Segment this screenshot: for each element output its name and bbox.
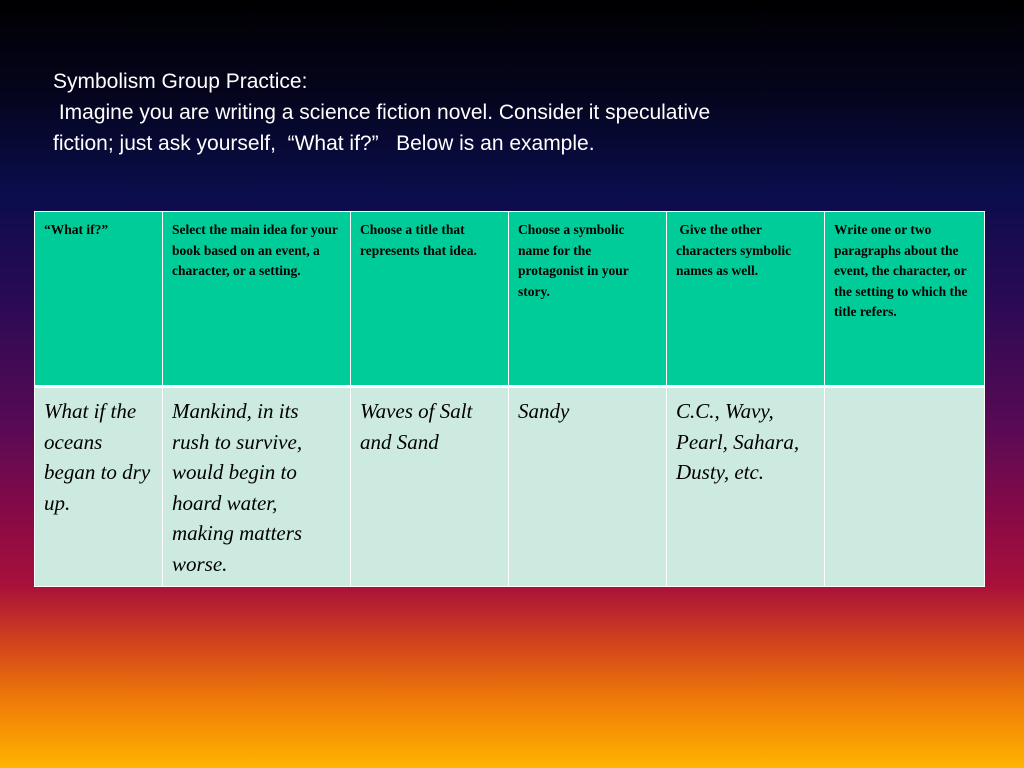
header-what-if: “What if?” — [35, 212, 163, 387]
instructions-line-1: Imagine you are writing a science fiction novel. Consider it speculative — [53, 101, 711, 124]
instructions-line-2: fiction; just ask yourself, “What if?” Below is an example. — [53, 132, 595, 155]
cell-main-idea: Mankind, in its rush to survive, would begin to hoard water, making matters worse. — [163, 387, 351, 587]
instructions-text — [53, 66, 953, 159]
header-other-characters: Give the other characters symbolic names as well. — [667, 212, 825, 387]
table-header-row — [35, 212, 985, 387]
practice-table — [34, 211, 985, 587]
header-paragraphs: Write one or two paragraphs about the event, the character, or the setting to which the title refers. — [825, 212, 985, 387]
cell-paragraphs — [825, 387, 985, 587]
header-protagonist-name: Choose a symbolic name for the protagonist in your story. — [509, 212, 667, 387]
cell-protagonist-name: Sandy — [509, 387, 667, 587]
cell-other-characters: C.C., Wavy, Pearl, Sahara, Dusty, etc. — [667, 387, 825, 587]
cell-title: Waves of Salt and Sand — [351, 387, 509, 587]
header-title: Choose a title that represents that idea. — [351, 212, 509, 387]
cell-what-if: What if the oceans began to dry up. — [35, 387, 163, 587]
header-main-idea: Select the main idea for your book based on an event, a character, or a setting. — [163, 212, 351, 387]
slide-title: Symbolism Group Practice: — [53, 70, 308, 93]
table-row — [35, 387, 985, 587]
